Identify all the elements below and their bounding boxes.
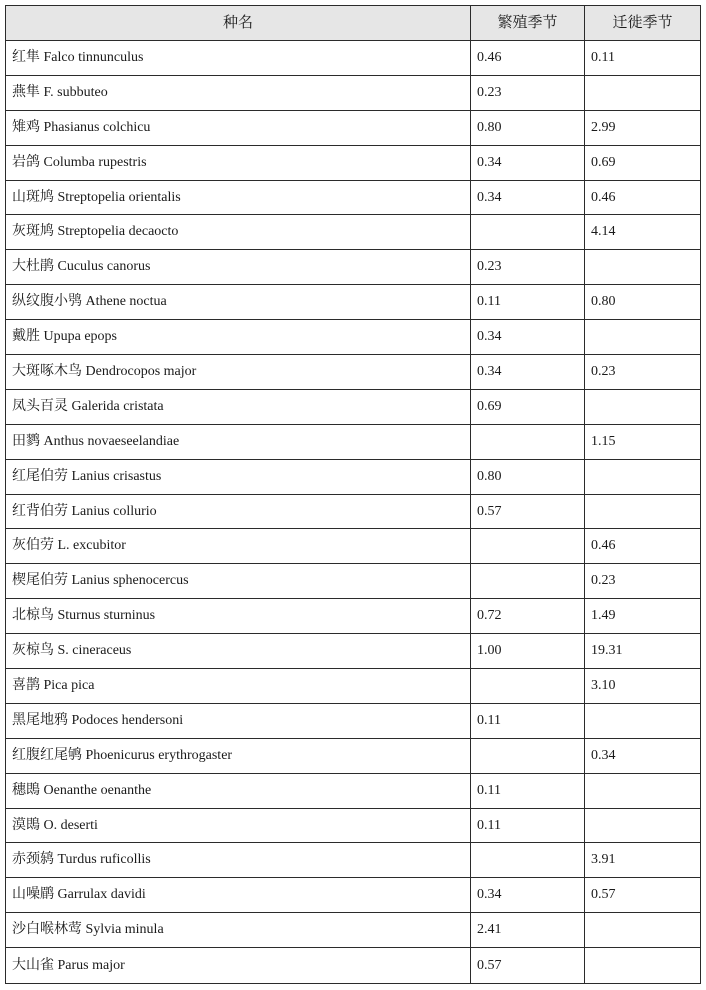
table-row	[6, 285, 701, 320]
table-row	[6, 145, 701, 180]
migration-value-cell	[585, 913, 701, 948]
table-body	[6, 41, 701, 984]
species-name-cell: 山斑鸠 Streptopelia orientalis	[6, 180, 471, 215]
breeding-value-cell: 0.34	[471, 355, 585, 390]
migration-value-cell: 3.10	[585, 669, 701, 704]
breeding-value-cell: 0.23	[471, 75, 585, 110]
species-name-cell: 大杜鹃 Cuculus canorus	[6, 250, 471, 285]
species-name-cell: 山噪鹛 Garrulax davidi	[6, 878, 471, 913]
migration-value-cell: 2.99	[585, 110, 701, 145]
breeding-value-cell: 0.80	[471, 459, 585, 494]
species-name-cell: 红腹红尾鸲 Phoenicurus erythrogaster	[6, 738, 471, 773]
table-row	[6, 494, 701, 529]
species-name-cell: 灰斑鸠 Streptopelia decaocto	[6, 215, 471, 250]
table-row	[6, 878, 701, 913]
table-row	[6, 320, 701, 355]
migration-value-cell	[585, 494, 701, 529]
migration-value-cell	[585, 948, 701, 984]
species-name-cell: 黑尾地鸦 Podoces hendersoni	[6, 703, 471, 738]
header-breeding-season: 繁殖季节	[471, 6, 585, 41]
species-name-cell: 红背伯劳 Lanius collurio	[6, 494, 471, 529]
table-row	[6, 634, 701, 669]
migration-value-cell	[585, 703, 701, 738]
breeding-value-cell: 0.80	[471, 110, 585, 145]
species-name-cell: 喜鹊 Pica pica	[6, 669, 471, 704]
migration-value-cell: 1.15	[585, 424, 701, 459]
migration-value-cell: 1.49	[585, 599, 701, 634]
species-name-cell: 纵纹腹小鸮 Athene noctua	[6, 285, 471, 320]
table-row	[6, 669, 701, 704]
table-row	[6, 843, 701, 878]
species-name-cell: 北椋鸟 Sturnus sturninus	[6, 599, 471, 634]
table-row	[6, 703, 701, 738]
table-row	[6, 389, 701, 424]
migration-value-cell	[585, 389, 701, 424]
table-row	[6, 215, 701, 250]
breeding-value-cell: 0.34	[471, 320, 585, 355]
species-name-cell: 穗鵖 Oenanthe oenanthe	[6, 773, 471, 808]
migration-value-cell: 0.57	[585, 878, 701, 913]
table-row	[6, 424, 701, 459]
breeding-value-cell: 0.57	[471, 948, 585, 984]
migration-value-cell: 4.14	[585, 215, 701, 250]
breeding-value-cell: 2.41	[471, 913, 585, 948]
breeding-value-cell	[471, 738, 585, 773]
breeding-value-cell	[471, 843, 585, 878]
species-name-cell: 灰伯劳 L. excubitor	[6, 529, 471, 564]
table-row	[6, 808, 701, 843]
table-row	[6, 75, 701, 110]
species-name-cell: 红隼 Falco tinnunculus	[6, 41, 471, 76]
species-name-cell: 戴胜 Upupa epops	[6, 320, 471, 355]
table-row	[6, 773, 701, 808]
breeding-value-cell: 0.34	[471, 145, 585, 180]
species-name-cell: 岩鸽 Columba rupestris	[6, 145, 471, 180]
breeding-value-cell: 0.34	[471, 180, 585, 215]
breeding-value-cell: 0.11	[471, 773, 585, 808]
table-row	[6, 564, 701, 599]
species-name-cell: 红尾伯劳 Lanius crisastus	[6, 459, 471, 494]
species-table	[5, 5, 701, 984]
table-row	[6, 738, 701, 773]
table-row	[6, 459, 701, 494]
species-name-cell: 燕隼 F. subbuteo	[6, 75, 471, 110]
migration-value-cell	[585, 459, 701, 494]
breeding-value-cell	[471, 215, 585, 250]
breeding-value-cell: 0.11	[471, 808, 585, 843]
migration-value-cell: 19.31	[585, 634, 701, 669]
breeding-value-cell: 0.11	[471, 285, 585, 320]
breeding-value-cell	[471, 669, 585, 704]
species-name-cell: 雉鸡 Phasianus colchicu	[6, 110, 471, 145]
breeding-value-cell: 0.57	[471, 494, 585, 529]
species-name-cell: 漠鵖 O. deserti	[6, 808, 471, 843]
migration-value-cell: 0.23	[585, 355, 701, 390]
migration-value-cell	[585, 75, 701, 110]
species-name-cell: 田鹨 Anthus novaeseelandiae	[6, 424, 471, 459]
table-row	[6, 180, 701, 215]
table-row	[6, 250, 701, 285]
table-row	[6, 355, 701, 390]
table-row	[6, 41, 701, 76]
migration-value-cell	[585, 773, 701, 808]
migration-value-cell	[585, 250, 701, 285]
species-name-cell: 灰椋鸟 S. cineraceus	[6, 634, 471, 669]
breeding-value-cell: 0.46	[471, 41, 585, 76]
header-row	[6, 6, 701, 41]
breeding-value-cell: 0.69	[471, 389, 585, 424]
header-species-name: 种名	[6, 6, 471, 41]
breeding-value-cell	[471, 424, 585, 459]
breeding-value-cell: 0.23	[471, 250, 585, 285]
migration-value-cell: 0.46	[585, 529, 701, 564]
migration-value-cell: 0.46	[585, 180, 701, 215]
migration-value-cell: 0.80	[585, 285, 701, 320]
species-name-cell: 大山雀 Parus major	[6, 948, 471, 984]
breeding-value-cell	[471, 564, 585, 599]
table-row	[6, 913, 701, 948]
migration-value-cell	[585, 808, 701, 843]
migration-value-cell	[585, 320, 701, 355]
migration-value-cell: 0.23	[585, 564, 701, 599]
species-name-cell: 凤头百灵 Galerida cristata	[6, 389, 471, 424]
breeding-value-cell	[471, 529, 585, 564]
breeding-value-cell: 0.11	[471, 703, 585, 738]
species-name-cell: 大斑啄木鸟 Dendrocopos major	[6, 355, 471, 390]
species-name-cell: 楔尾伯劳 Lanius sphenocercus	[6, 564, 471, 599]
table-row	[6, 948, 701, 984]
species-name-cell: 沙白喉林莺 Sylvia minula	[6, 913, 471, 948]
table-row	[6, 529, 701, 564]
migration-value-cell: 0.34	[585, 738, 701, 773]
species-name-cell: 赤颈鸫 Turdus ruficollis	[6, 843, 471, 878]
breeding-value-cell: 0.34	[471, 878, 585, 913]
table-row	[6, 110, 701, 145]
migration-value-cell: 0.69	[585, 145, 701, 180]
migration-value-cell: 3.91	[585, 843, 701, 878]
table-row	[6, 599, 701, 634]
breeding-value-cell: 1.00	[471, 634, 585, 669]
migration-value-cell: 0.11	[585, 41, 701, 76]
breeding-value-cell: 0.72	[471, 599, 585, 634]
header-migration-season: 迁徙季节	[585, 6, 701, 41]
